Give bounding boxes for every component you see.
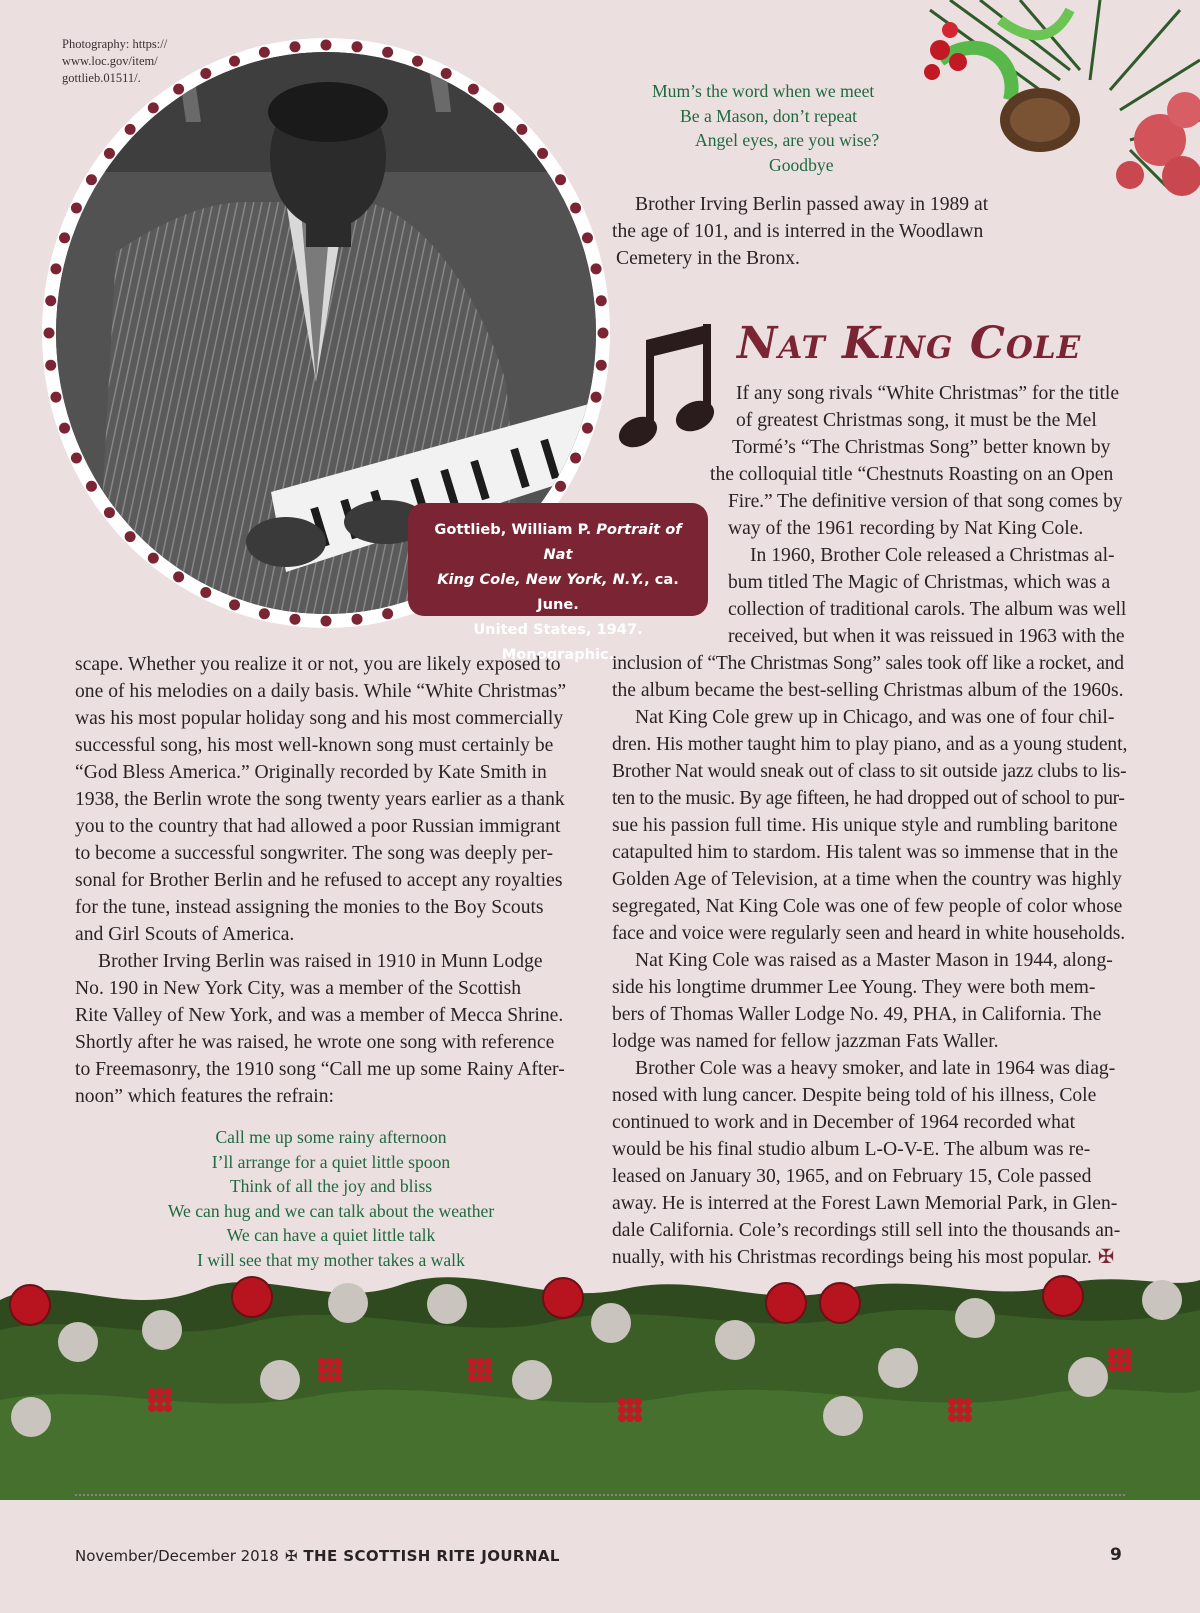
border-dot [321,40,332,51]
berry [1116,1364,1124,1372]
text-line: received, but when it was reissued in 1963 with the [728,626,1125,647]
berry [476,1374,484,1382]
ornament-ball [11,1397,51,1437]
berry [1124,1348,1132,1356]
border-dot [200,587,211,598]
caption-text: , ca. June. [537,571,679,613]
text-line: Rite Valley of New York, and was a member of Mecca Shrine. [75,1005,564,1026]
berry [326,1366,334,1374]
lyric-line: We can hug and we can talk about the weather [167,1200,495,1221]
border-dot [352,614,363,625]
berry [484,1374,492,1382]
border-dot [173,571,184,582]
text-line: Shortly after he was raised, he wrote one song with reference [75,1032,555,1053]
berry [164,1396,172,1404]
border-dot [200,68,211,79]
text-line: for the tune, instead assigning the monies to the Boy Scouts [75,897,544,918]
border-dot [104,148,115,159]
ornament-ball [715,1320,755,1360]
ornament-ball [1068,1357,1108,1397]
ornament-ball [512,1360,552,1400]
berry [164,1388,172,1396]
text-line: side his longtime drummer Lee Young. They were both mem- [612,977,1096,998]
berry [148,1396,156,1404]
cross-icon: ✠ [284,1547,298,1565]
berry [148,1388,156,1396]
border-dot [382,608,393,619]
border-dot [86,481,97,492]
text-line: Brother Cole was a heavy smoker, and late in 1964 was diag- [635,1058,1116,1079]
berry [948,1406,956,1414]
berry [618,1406,626,1414]
text-line: and Girl Scouts of America. [75,924,295,945]
border-dot [229,56,240,67]
text-line: collection of traditional carols. The album was well [728,599,1127,620]
ornament-ball [427,1284,467,1324]
border-dot [59,423,70,434]
border-dot [44,328,55,339]
border-dot [352,41,363,52]
berry [334,1374,342,1382]
border-dot [596,360,607,371]
border-dot [45,360,56,371]
border-dot [173,84,184,95]
text-line: the album became the best-selling Christmas album of the 1960s. [612,680,1124,701]
text-line: face and voice were regularly seen and heard in white households. [612,923,1126,944]
ornament-ball [260,1360,300,1400]
berry [318,1358,326,1366]
text-line: “God Bless America.” Originally recorded by Kate Smith in [75,762,547,783]
ornament-ball [820,1283,860,1323]
berry [964,1414,972,1422]
photo-credit-line: www.loc.gov/item/ [62,54,158,68]
berry [476,1366,484,1374]
berry [1124,1356,1132,1364]
text-line: sue his passion full time. His unique style and rumbling baritone [612,815,1118,836]
berry [476,1358,484,1366]
border-dot [570,203,581,214]
text-line: Brother Irving Berlin passed away in 1989 at [635,194,989,215]
berry [326,1358,334,1366]
caption-text: United States, 1947. Monographic. [473,621,643,663]
text-line: successful song, his most well-known song must certainly be [75,735,554,756]
right-column [612,380,1127,1271]
border-dot [289,41,300,52]
lyric-line: Goodbye [769,154,834,175]
border-dot [591,263,602,274]
border-dot [229,599,240,610]
text-line: would be his final studio album L-O-V-E. The album was re- [612,1139,1091,1160]
ornament-ball [823,1396,863,1436]
text-line: bum titled The Magic of Christmas, which was a [728,572,1111,593]
ornament-ball [878,1348,918,1388]
text-line: Fire.” The definitive version of that song comes by [728,491,1123,512]
footer-journal-title: THE SCOTTISH RITE JOURNAL [303,1547,560,1565]
footer-rule [75,1494,1125,1496]
berry [334,1366,342,1374]
border-dot [598,328,609,339]
border-dot [289,614,300,625]
lyric-line: Think of all the joy and bliss [229,1176,433,1197]
text-line: ten to the music. By age fifteen, he had dropped out of school to pur- [612,788,1125,809]
berry [626,1406,634,1414]
border-dot [148,102,159,113]
text-line: Golden Age of Television, at a time when the country was highly [612,869,1122,890]
text-line: noon” which features the refrain: [75,1086,334,1107]
text-line: Nat King Cole grew up in Chicago, and was one of four chil- [635,707,1115,728]
border-dot [441,68,452,79]
end-mark-icon: ✠ [1097,1247,1115,1268]
berry [156,1388,164,1396]
berlin-death-paragraph [612,191,1032,272]
text-line: If any song rivals “White Christmas” for the title [736,383,1120,404]
ornament-ball [543,1278,583,1318]
ornament-ball [766,1283,806,1323]
caption-text: Gottlieb, William P. [434,521,597,538]
berry [1116,1348,1124,1356]
text-line: nosed with lung cancer. Despite being told of his illness, Cole [612,1085,1097,1106]
holiday-garland-decoration [0,1260,1200,1500]
berry [634,1406,642,1414]
berry [334,1358,342,1366]
page-number: 9 [1110,1545,1122,1565]
berry [626,1414,634,1422]
berry [468,1374,476,1382]
border-dot [125,124,136,135]
border-dot [591,392,602,403]
border-dot [570,452,581,463]
berry [1108,1348,1116,1356]
border-dot [468,84,479,95]
berry [964,1406,972,1414]
lyric-line: Be a Mason, don’t repeat [680,105,858,126]
berry [956,1414,964,1422]
berry [626,1398,634,1406]
border-dot [259,608,270,619]
ornament-ball [1043,1276,1083,1316]
border-dot [125,531,136,542]
lyric-line: I will see that my mother takes a walk [197,1249,465,1270]
border-dot [71,452,82,463]
border-dot [104,507,115,518]
lyric-line: Angel eyes, are you wise? [695,130,880,151]
text-line: lodge was named for fellow jazzman Fats Waller. [612,1031,999,1052]
text-line: leased on January 30, 1965, and on February 15, Cole passed [612,1166,1092,1187]
text-line: you to the country that had allowed a poor Russian immigrant [75,816,561,837]
berry [948,1414,956,1422]
caption-title: Portrait of Nat [543,521,682,563]
berry [948,1398,956,1406]
text-line: Nat King Cole was raised as a Master Mason in 1944, along- [635,950,1113,971]
text-line: the age of 101, and is interred in the Woodlawn [612,221,984,242]
border-dot [259,47,270,58]
berry [618,1398,626,1406]
text-line: segregated, Nat King Cole was one of few people of color whose [612,896,1123,917]
left-column [75,651,587,1110]
berry [156,1396,164,1404]
ornament-ball [232,1277,272,1317]
text-line: one of his melodies on a daily basis. While “White Christmas” [75,681,567,702]
border-dot [45,295,56,306]
border-dot [555,481,566,492]
text-line: Cemetery in the Bronx. [616,248,800,269]
berry [468,1366,476,1374]
berry [956,1406,964,1414]
berry [484,1366,492,1374]
text-line: scape. Whether you realize it or not, you are likely exposed to [75,654,561,675]
border-dot [516,124,527,135]
ornament-ball [1142,1280,1182,1320]
lyric-line: Mum’s the word when we meet [652,81,875,101]
border-dot [493,102,504,113]
border-dot [555,174,566,185]
ornament-ball [328,1283,368,1323]
berry [1108,1364,1116,1372]
border-dot [59,232,70,243]
text-line: to become a successful songwriter. The song was deeply per- [75,843,554,864]
section-heading: Nat King Cole [737,318,1082,369]
text-line: inclusion of “The Christmas Song” sales took off like a rocket, and [612,653,1124,674]
text-line: Brother Irving Berlin was raised in 1910 in Munn Lodge [98,951,543,972]
text-line: dale California. Cole’s recordings still sell into the thousands an- [612,1220,1121,1241]
border-dot [86,174,97,185]
text-line: dren. His mother taught him to play piano, and as a young student, [612,734,1128,755]
ornament-ball [10,1285,50,1325]
lyrics-stanza-bottom [75,1125,587,1273]
text-line: continued to work and in December of 1964 recorded what [612,1112,1076,1133]
berry [156,1404,164,1412]
photo-credit-line: gottlieb.01511/. [62,71,141,85]
lyric-line: We can have a quiet little talk [226,1225,436,1246]
text-line: away. He is interred at the Forest Lawn Memorial Park, in Glen- [612,1193,1118,1214]
caption-title: King Cole, New York, N.Y. [437,571,645,588]
text-line: Brother Nat would sneak out of class to sit outside jazz clubs to lis- [612,761,1127,782]
text-line: No. 190 in New York City, was a member of the Scottish [75,978,522,999]
text-line: of greatest Christmas song, it must be the Mel [736,410,1097,431]
ornament-ball [142,1310,182,1350]
border-dot [382,47,393,58]
footer-issue-line [75,1547,560,1565]
footer-issue: November/December 2018 [75,1547,279,1565]
border-dot [596,295,607,306]
border-dot [50,263,61,274]
berry [634,1398,642,1406]
berry [484,1358,492,1366]
text-line: Tormé’s “The Christmas Song” better known by [732,437,1111,458]
lyrics-stanza-top [628,79,1028,177]
border-dot [50,392,61,403]
text-line: was his most popular holiday song and his most commercially [75,708,564,729]
text-line: catapulted him to stardom. His talent was so immense that in the [612,842,1119,863]
berry [326,1374,334,1382]
berry [964,1398,972,1406]
border-dot [321,616,332,627]
lyric-line: Call me up some rainy afternoon [215,1127,447,1147]
berry [164,1404,172,1412]
text-line: sonal for Brother Berlin and he refused to accept any royalties [75,870,563,891]
text-line: to Freemasonry, the 1910 song “Call me up some Rainy After- [75,1059,565,1080]
berry [634,1414,642,1422]
text-line: In 1960, Brother Cole released a Christmas al- [750,545,1115,566]
text-line: the colloquial title “Chestnuts Roasting on an Open [710,464,1114,485]
ornament-ball [955,1298,995,1338]
berry [148,1404,156,1412]
text-line: nually, with his Christmas recordings being his most popular. ✠ [612,1247,1115,1268]
lyric-line: I’ll arrange for a quiet little spoon [211,1151,451,1172]
text-line: way of the 1961 recording by Nat King Cole. [728,518,1084,539]
berry [318,1374,326,1382]
ornament-ball [58,1322,98,1362]
text-line: bers of Thomas Waller Lodge No. 49, PHA, in California. The [612,1004,1102,1025]
berry [1108,1356,1116,1364]
border-dot [582,423,593,434]
border-dot [582,232,593,243]
text-line: 1938, the Berlin wrote the song twenty years earlier as a thank [75,789,565,810]
border-dot [71,203,82,214]
berry [468,1358,476,1366]
berry [1124,1364,1132,1372]
berry [618,1414,626,1422]
border-dot [148,553,159,564]
border-dot [412,56,423,67]
border-dot [537,148,548,159]
berry [318,1366,326,1374]
ornament-ball [591,1303,631,1343]
berry [956,1398,964,1406]
photo-credit-line: Photography: https:// [62,37,168,51]
berry [1116,1356,1124,1364]
